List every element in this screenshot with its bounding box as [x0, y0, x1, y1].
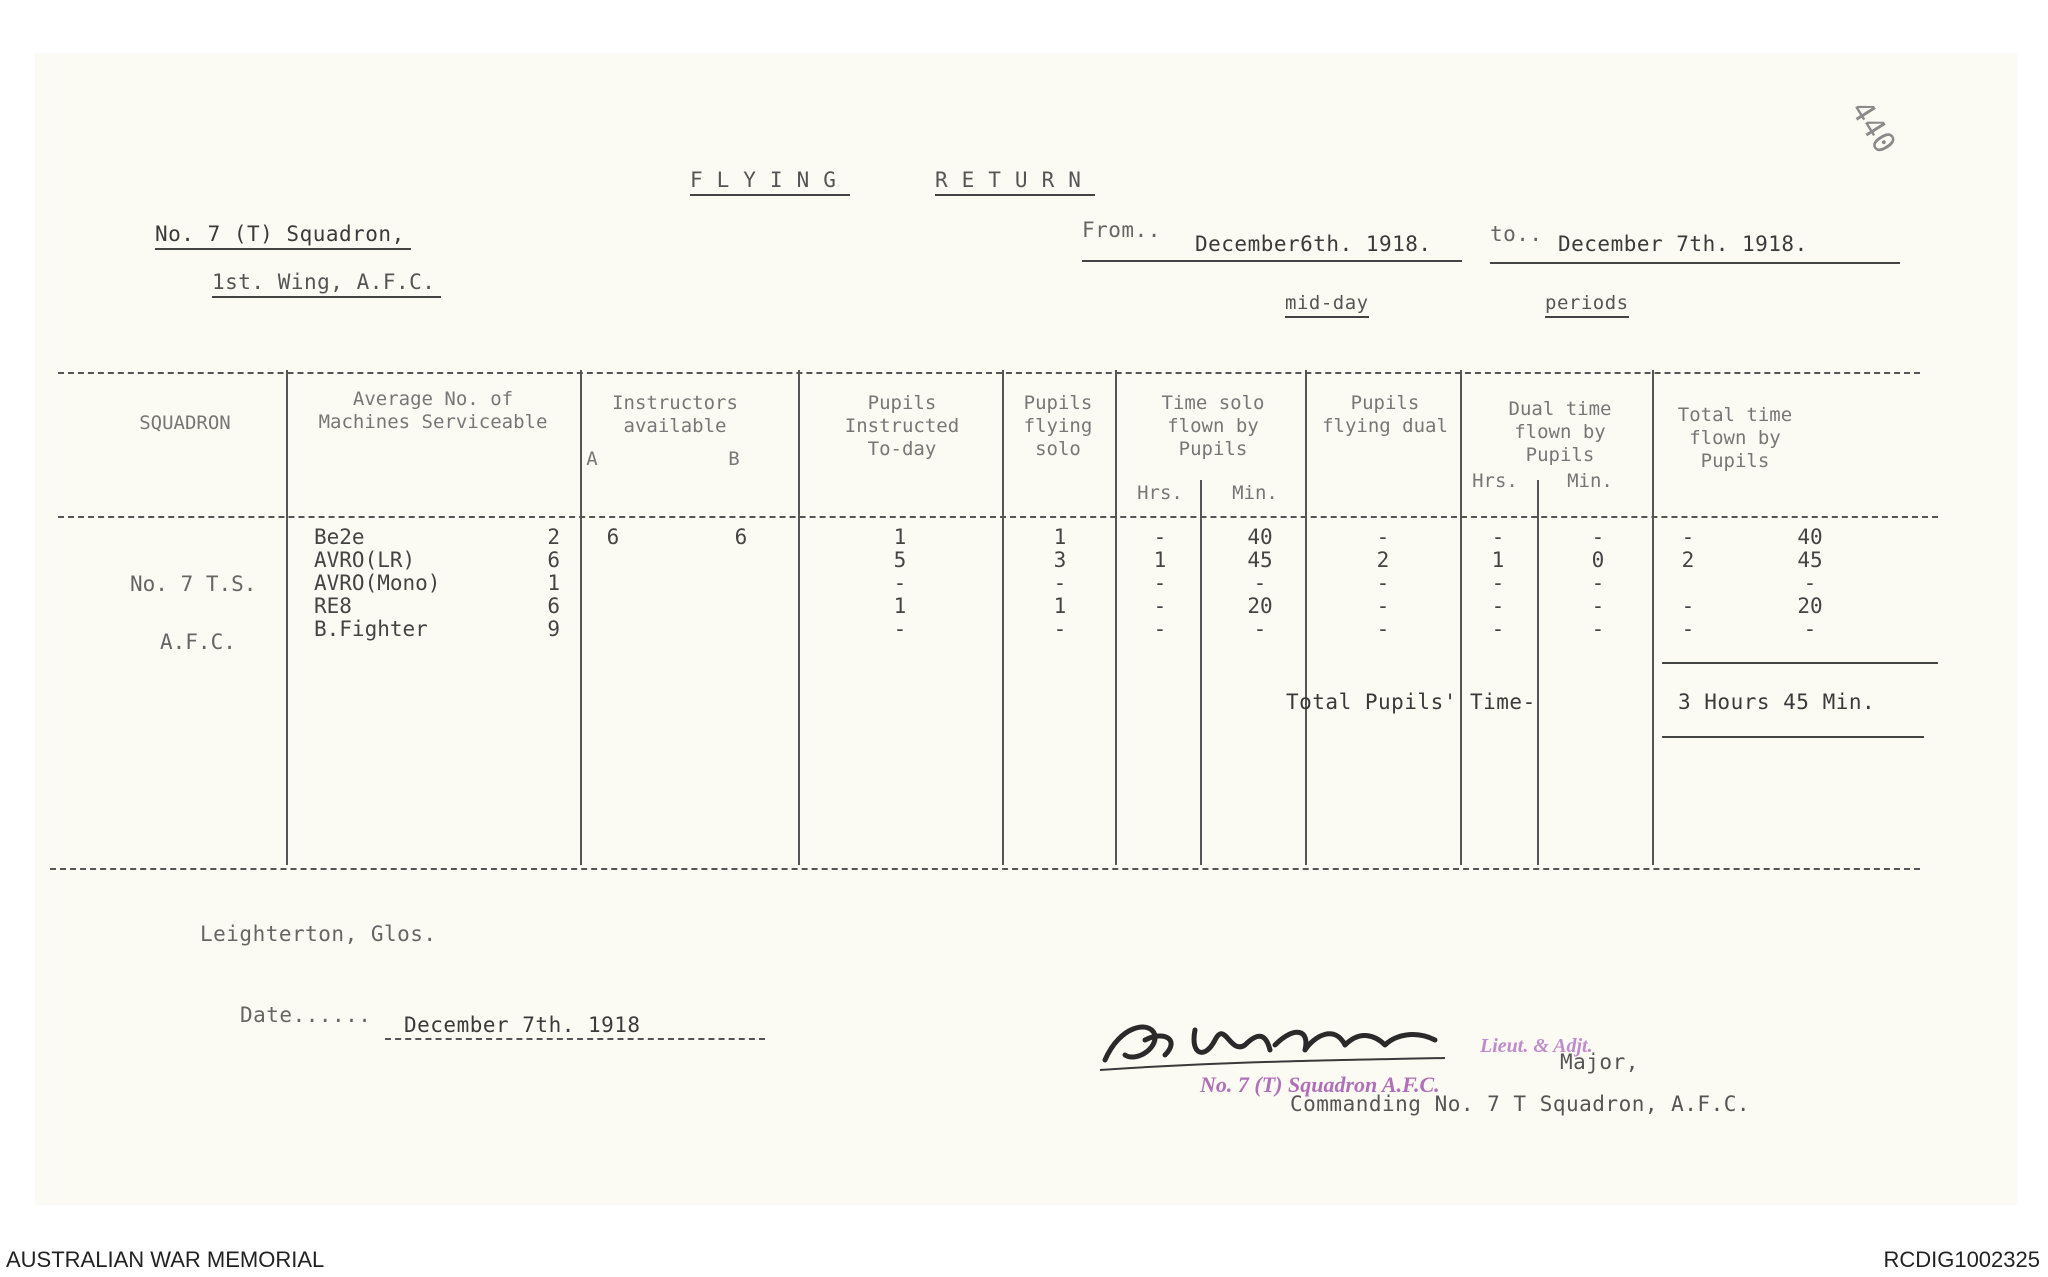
row-4-solo: 1 [1053, 594, 1067, 618]
header-total-time: Total time flown by Pupils [1677, 404, 1793, 472]
row-3-solo: - [1053, 571, 1067, 595]
row-1-instructed: 1 [893, 525, 907, 549]
from-date: December6th. 1918. [1195, 232, 1432, 256]
row-3-solo-min: - [1253, 571, 1267, 595]
row-2-total-min: 45 [1797, 548, 1823, 572]
row-5-total-min: - [1803, 617, 1817, 641]
header-dual-min: Min. [1567, 470, 1613, 492]
to-date-underline [1490, 262, 1900, 264]
col-divider-9 [1537, 480, 1539, 865]
row-1-solo: 1 [1053, 525, 1067, 549]
date-underline [385, 1038, 765, 1040]
row-4-total-min: 20 [1797, 594, 1823, 618]
row-3-dual-hrs: - [1491, 571, 1505, 595]
row-5-machine: B.Fighter [314, 617, 428, 641]
row-5-dual: - [1376, 617, 1390, 641]
row-4-instructed: 1 [893, 594, 907, 618]
squadron-line-2: 1st. Wing, A.F.C. [212, 270, 441, 298]
header-dual-hrs: Hrs. [1472, 470, 1518, 492]
row-2-total-hrs: 2 [1681, 548, 1695, 572]
col-divider-2 [580, 370, 582, 865]
row-1-dual: - [1376, 525, 1390, 549]
header-squadron: SQUADRON [139, 412, 231, 434]
table-header-rule [58, 516, 1938, 518]
row-3-solo-hrs: - [1153, 571, 1167, 595]
col-divider-6 [1200, 480, 1202, 865]
header-machines: Average No. of Machines Serviceable [318, 388, 548, 433]
header-instructors-b: B [728, 448, 740, 470]
row-1-solo-min: 40 [1247, 525, 1273, 549]
row-1-instr-a: 6 [606, 525, 620, 549]
row-5-instructed: - [893, 617, 907, 641]
row-4-machine: RE8 [314, 594, 352, 618]
to-label: to.. [1490, 222, 1543, 246]
row-5-count: 9 [547, 617, 560, 641]
adjutant-stamp-line-2: No. 7 (T) Squadron A.F.C. [1200, 1072, 1440, 1097]
row-3-dual-min: - [1591, 571, 1605, 595]
row-5-total-hrs: - [1681, 617, 1695, 641]
unit-line-1: No. 7 T.S. [130, 572, 257, 596]
row-2-count: 6 [547, 548, 560, 572]
adjutant-stamp-line-1: Lieut. & Adjt. [1480, 1035, 1593, 1057]
footer-source: AUSTRALIAN WAR MEMORIAL [6, 1247, 325, 1272]
row-1-total-hrs: - [1681, 525, 1695, 549]
col-divider-4 [1002, 370, 1004, 865]
header-pupils-solo: Pupils flying solo [1023, 392, 1093, 460]
signatory-rank: Major, [1560, 1050, 1639, 1074]
col-divider-3 [798, 370, 800, 865]
row-5-solo-min: - [1253, 617, 1267, 641]
total-pupils-time-value: 3 Hours 45 Min. [1678, 690, 1876, 714]
row-1-instr-b: 6 [734, 525, 748, 549]
row-2-dual: 2 [1376, 548, 1390, 572]
row-2-solo-min: 45 [1247, 548, 1273, 572]
row-4-solo-hrs: - [1153, 594, 1167, 618]
folio-number: 440 [1843, 94, 1903, 161]
row-3-dual: - [1376, 571, 1390, 595]
row-1-dual-hrs: - [1491, 525, 1505, 549]
row-5-solo-hrs: - [1153, 617, 1167, 641]
row-4-count: 6 [547, 594, 560, 618]
header-solo-hrs: Hrs. [1137, 482, 1183, 504]
row-1-count: 2 [547, 525, 560, 549]
table-bottom-rule [50, 868, 1920, 870]
row-3-instructed: - [893, 571, 907, 595]
row-1-dual-min: - [1591, 525, 1605, 549]
title-word-2: RETURN [935, 168, 1095, 196]
from-label: From.. [1082, 218, 1161, 242]
header-dual-time: Dual time flown by Pupils [1508, 398, 1612, 466]
from-date-underline [1082, 260, 1462, 262]
signature [1095, 1000, 1455, 1080]
signatory-title: Commanding No. 7 T Squadron, A.F.C. [1290, 1092, 1751, 1116]
unit-line-2: A.F.C. [160, 630, 236, 654]
midday-label: mid-day [1285, 292, 1369, 318]
row-2-dual-min: 0 [1591, 548, 1605, 572]
header-time-solo: Time solo flown by Pupils [1161, 392, 1265, 460]
row-4-dual: - [1376, 594, 1390, 618]
footer-item-id: RCDIG1002325 [1883, 1247, 2040, 1272]
title-word-1: FLYING [690, 168, 850, 196]
place: Leighterton, Glos. [200, 922, 437, 946]
row-3-machine: AVRO(Mono) [314, 571, 441, 595]
row-4-dual-hrs: - [1491, 594, 1505, 618]
row-2-machine: AVRO(LR) [314, 548, 416, 572]
row-2-solo: 3 [1053, 548, 1067, 572]
total-top-rule [1662, 662, 1938, 664]
header-instructors: Instructors available [612, 392, 738, 437]
header-pupils-instructed: Pupils Instructed To-day [844, 392, 960, 460]
date-value: December 7th. 1918 [404, 1013, 641, 1037]
total-pupils-time-label: Total Pupils' Time- [1286, 690, 1536, 714]
header-instructors-a: A [586, 448, 598, 470]
col-divider-1 [286, 370, 288, 865]
total-bottom-rule [1662, 736, 1924, 738]
row-4-dual-min: - [1591, 594, 1605, 618]
header-solo-min: Min. [1232, 482, 1278, 504]
row-5-dual-hrs: - [1491, 617, 1505, 641]
row-3-count: 1 [547, 571, 560, 595]
row-2-dual-hrs: 1 [1491, 548, 1505, 572]
table-top-rule [58, 372, 1920, 374]
col-divider-7 [1305, 370, 1307, 865]
col-divider-10 [1652, 370, 1654, 865]
row-5-solo: - [1053, 617, 1067, 641]
row-2-solo-hrs: 1 [1153, 548, 1167, 572]
row-5-dual-min: - [1591, 617, 1605, 641]
header-pupils-dual: Pupils flying dual [1322, 392, 1448, 437]
row-1-machine: Be2e [314, 525, 365, 549]
row-4-solo-min: 20 [1247, 594, 1273, 618]
col-divider-8 [1460, 370, 1462, 865]
col-divider-5 [1115, 370, 1117, 865]
row-1-total-min: 40 [1797, 525, 1823, 549]
row-2-instructed: 5 [893, 548, 907, 572]
row-4-total-hrs: - [1681, 594, 1695, 618]
to-date: December 7th. 1918. [1558, 232, 1808, 256]
row-3-total-min: - [1803, 571, 1817, 595]
date-label: Date...... [240, 1003, 372, 1027]
periods-label: periods [1545, 292, 1629, 318]
row-1-solo-hrs: - [1153, 525, 1167, 549]
squadron-line-1: No. 7 (T) Squadron, [155, 222, 411, 250]
